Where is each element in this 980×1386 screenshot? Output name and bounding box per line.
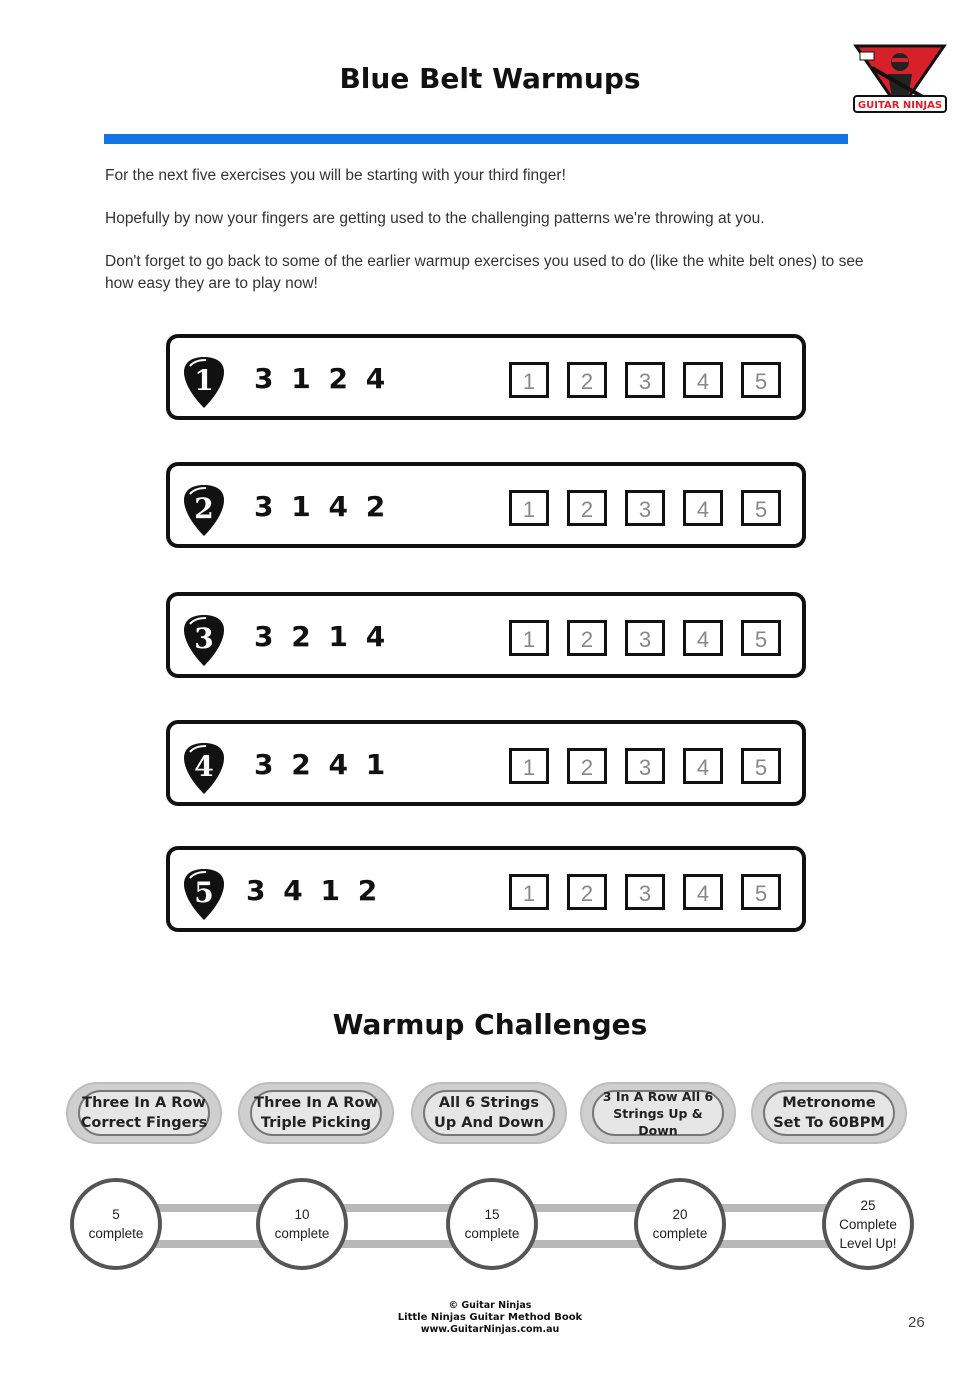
page-title: Blue Belt Warmups: [339, 62, 641, 95]
checkbox-1[interactable]: 1: [509, 748, 549, 784]
checkbox-1[interactable]: 1: [509, 874, 549, 910]
guitar-pick-icon: [180, 866, 228, 922]
pill-line-2: Up And Down: [434, 1115, 544, 1131]
logo-text: GUITAR NINJAS: [857, 100, 943, 111]
checkbox-1[interactable]: 1: [509, 620, 549, 656]
challenge-pill-2[interactable]: [238, 1082, 394, 1144]
checkbox-3[interactable]: 3: [625, 620, 665, 656]
pill-line-2: Triple Picking: [260, 1115, 372, 1131]
exercise-row-5: [166, 846, 806, 932]
checkbox-5[interactable]: 5: [741, 490, 781, 526]
checkbox-4[interactable]: 4: [683, 874, 723, 910]
checkbox-2[interactable]: 2: [567, 362, 607, 398]
checkbox-5[interactable]: 5: [741, 620, 781, 656]
svg-text:5: 5: [194, 876, 214, 909]
milestone-circle-5: 5 complete: [70, 1178, 162, 1270]
checkbox-2[interactable]: 2: [567, 490, 607, 526]
exercise-row-4: [166, 720, 806, 806]
pill-line-1: Three In A Row: [254, 1095, 378, 1111]
svg-text:3: 3: [194, 622, 214, 655]
exercise-row-3: [166, 592, 806, 678]
checkbox-4[interactable]: 4: [683, 748, 723, 784]
exercise-pattern: 3 1 4 2: [254, 490, 390, 523]
challenges-title: Warmup Challenges: [332, 1008, 648, 1041]
checkbox-3[interactable]: 3: [625, 490, 665, 526]
exercise-row-1: [166, 334, 806, 420]
title-underline-bar: [104, 134, 848, 144]
checkbox-2[interactable]: 2: [567, 874, 607, 910]
pill-line-1: Metronome: [782, 1095, 876, 1111]
milestone-circle-25: 25 Complete Level Up!: [822, 1178, 914, 1270]
exercise-pattern: 3 1 2 4: [254, 362, 390, 395]
checkbox-2[interactable]: 2: [567, 620, 607, 656]
checkbox-5[interactable]: 5: [741, 874, 781, 910]
challenge-pill-3[interactable]: [411, 1082, 567, 1144]
intro-paragraph-2: Hopefully by now your fingers are getting used to the challenging patterns we're throwing at you.: [105, 210, 765, 227]
footer: [0, 1300, 980, 1336]
footer-url[interactable]: www.GuitarNinjas.com.au: [420, 1324, 560, 1335]
guitar-pick-icon: [180, 740, 228, 796]
intro-paragraph-1: For the next five exercises you will be starting with your third finger!: [105, 167, 566, 184]
svg-text:1: 1: [194, 364, 214, 397]
checkbox-1[interactable]: 1: [509, 362, 549, 398]
pill-line-1: Three In A Row: [82, 1095, 206, 1111]
exercise-pattern: 3 2 1 4: [254, 620, 390, 653]
guitar-ninjas-logo: [852, 40, 948, 116]
exercise-pattern: 3 2 4 1: [254, 748, 390, 781]
footer-copyright: © Guitar Ninjas: [448, 1300, 532, 1311]
challenge-pill-4[interactable]: [580, 1082, 736, 1144]
challenge-pill-5[interactable]: [751, 1082, 907, 1144]
page-number: 26: [908, 1314, 925, 1331]
guitar-pick-icon: [180, 482, 228, 538]
checkbox-3[interactable]: 3: [625, 362, 665, 398]
checkbox-3[interactable]: 3: [625, 874, 665, 910]
guitar-pick-icon: [180, 354, 228, 410]
checkbox-5[interactable]: 5: [741, 362, 781, 398]
footer-book-title: Little Ninjas Guitar Method Book: [397, 1312, 583, 1323]
milestone-circle-15: 15 complete: [446, 1178, 538, 1270]
pill-line-2: Correct Fingers: [80, 1115, 208, 1131]
pill-line-2: Set To 60BPM: [773, 1115, 885, 1131]
exercise-pattern: 3 4 1 2: [246, 874, 382, 907]
checkbox-1[interactable]: 1: [509, 490, 549, 526]
pill-line-1: All 6 Strings: [438, 1095, 540, 1111]
svg-text:2: 2: [194, 492, 214, 525]
milestone-circle-10: 10 complete: [256, 1178, 348, 1270]
guitar-pick-icon: [180, 612, 228, 668]
milestone-circle-20: 20 complete: [634, 1178, 726, 1270]
checkbox-5[interactable]: 5: [741, 748, 781, 784]
pill-line-2: Strings Up & Down: [613, 1105, 703, 1138]
checkbox-4[interactable]: 4: [683, 362, 723, 398]
checkbox-4[interactable]: 4: [683, 490, 723, 526]
svg-text:4: 4: [194, 750, 214, 783]
challenge-pill-1[interactable]: [66, 1082, 222, 1144]
intro-paragraph-3: Don't forget to go back to some of the earlier warmup exercises you used to do (like the white belt ones) to see how easy they are to play now!: [105, 253, 864, 292]
checkbox-3[interactable]: 3: [625, 748, 665, 784]
exercise-row-2: [166, 462, 806, 548]
checkbox-2[interactable]: 2: [567, 748, 607, 784]
pill-line-1: 3 In A Row All 6: [602, 1088, 714, 1104]
checkbox-4[interactable]: 4: [683, 620, 723, 656]
